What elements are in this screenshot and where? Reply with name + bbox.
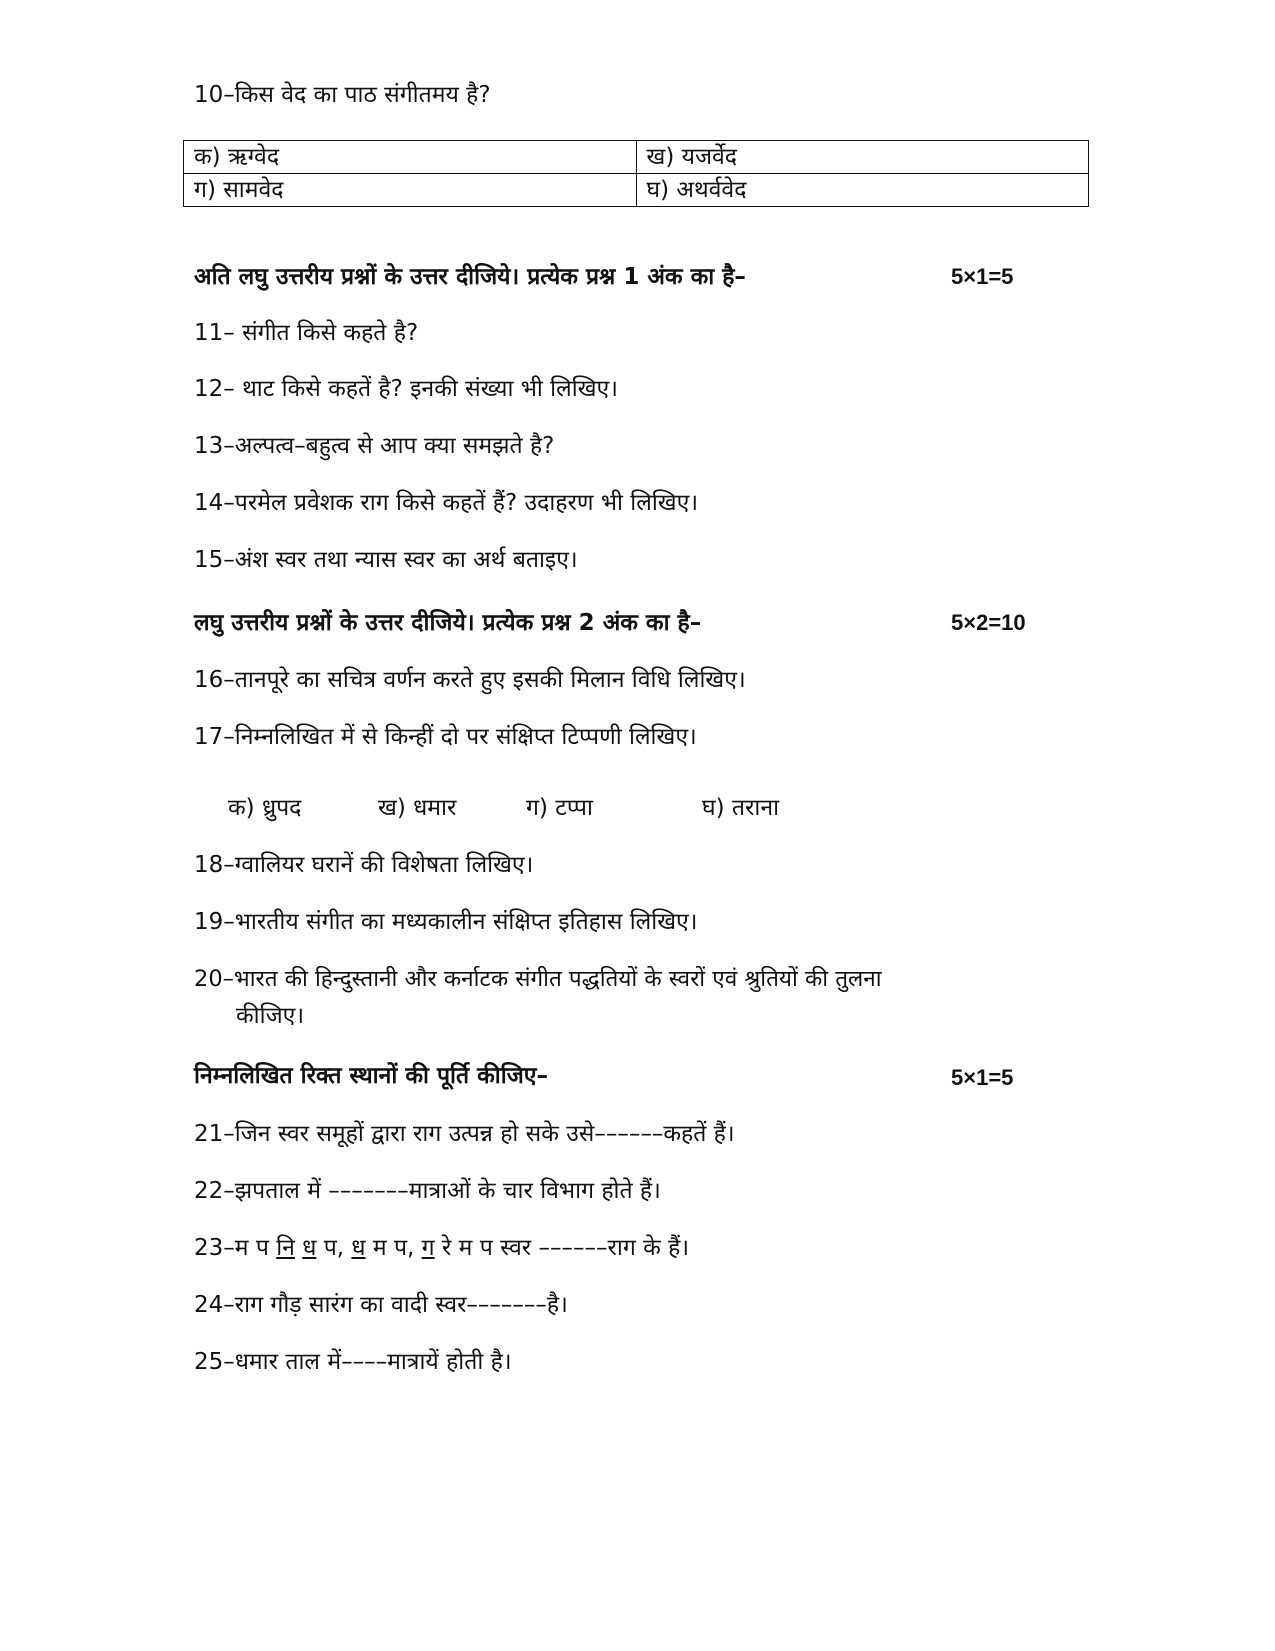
q17-option-c: ग) टप्पा (526, 795, 593, 821)
q10-option-b: ख) यजर्वेद (636, 141, 1089, 174)
q10-option-c: ग) सामवेद (184, 174, 637, 207)
section-short-marks: 5×2=10 (951, 610, 1026, 635)
question-10: 10–किस वेद का पाठ संगीतमय है? (194, 82, 491, 108)
section-short-heading: लघु उत्तरीय प्रश्नों के उत्तर दीजिये। प्रत्येक प्रश्न 2 अंक का है– (194, 610, 702, 636)
question-13: 13–अल्पत्व–बहुत्व से आप क्या समझते है? (194, 433, 555, 459)
section-very-short-heading: अति लघु उत्तरीय प्रश्नों के उत्तर दीजिये। प्रत्येक प्रश्न 1 अंक का है– (194, 264, 746, 290)
q23-prefix: 23–म प (194, 1235, 277, 1261)
question-22: 22–झपताल में –––––––मात्राओं के चार विभाग होते हैं। (194, 1178, 661, 1204)
question-17: 17–निम्नलिखित में से किन्हीं दो पर संक्षिप्त टिप्पणी लिखिए। (194, 724, 697, 750)
question-20: 20–भारत की हिन्दुस्तानी और कर्नाटक संगीत पद्धतियों के स्वरों एवं श्रुतियों की तुलना (194, 966, 882, 992)
question-16: 16–तानपूरे का सचित्र वर्णन करते हुए इसकी मिलान विधि लिखिए। (194, 667, 746, 693)
question-25: 25–धमार ताल में––––मात्रायें होती है। (194, 1349, 512, 1375)
question-24: 24–राग गौड़ सारंग का वादी स्वर–––––––है। (194, 1292, 568, 1318)
section-fill-marks: 5×1=5 (951, 1065, 1014, 1090)
q23-suffix: रे म प स्वर ––––––राग के हैं। (434, 1235, 690, 1261)
q17-option-b: ख) धमार (378, 795, 457, 821)
question-18: 18–ग्वालियर घरानें की विशेषता लिखिए। (194, 852, 534, 878)
q17-option-d: घ) तराना (702, 795, 780, 821)
question-21: 21–जिन स्वर समूहों द्वारा राग उत्पन्न हो सके उसे––––––कहतें हैं। (194, 1121, 735, 1147)
q23-mid-2: म प, (365, 1235, 422, 1261)
q10-option-d: घ) अथर्ववेद (636, 174, 1089, 207)
q10-option-a: क) ऋग्वेद (184, 141, 637, 174)
question-20-cont: कीजिए। (236, 1003, 305, 1029)
q23-komal-ni: नि (276, 1235, 295, 1261)
question-23 (194, 1233, 689, 1263)
question-19: 19–भारतीय संगीत का मध्यकालीन संक्षिप्त इतिहास लिखिए। (194, 909, 698, 935)
q17-option-a: क) ध्रुपद (228, 795, 302, 821)
q23-komal-ga: ग (421, 1235, 435, 1261)
table-row (184, 174, 1089, 207)
question-12: 12– थाट किसे कहतें है? इनकी संख्या भी लिखिए। (194, 376, 618, 402)
section-fill-heading: निम्नलिखित रिक्त स्थानों की पूर्ति कीजिए– (194, 1063, 548, 1089)
section-very-short-marks: 5×1=5 (951, 264, 1014, 289)
q23-mid-1: प, (316, 1235, 352, 1261)
table-row (184, 141, 1089, 174)
q10-options-table (183, 140, 1089, 207)
q23-komal-dha-1: ध (302, 1235, 317, 1261)
q23-komal-dha-2: ध (351, 1235, 366, 1261)
q17-options (228, 793, 779, 823)
question-15: 15–अंश स्वर तथा न्यास स्वर का अर्थ बताइए। (194, 547, 578, 573)
question-14: 14–परमेल प्रवेशक राग किसे कहतें हैं? उदाहरण भी लिखिए। (194, 490, 699, 516)
question-11: 11– संगीत किसे कहते है? (194, 320, 419, 346)
